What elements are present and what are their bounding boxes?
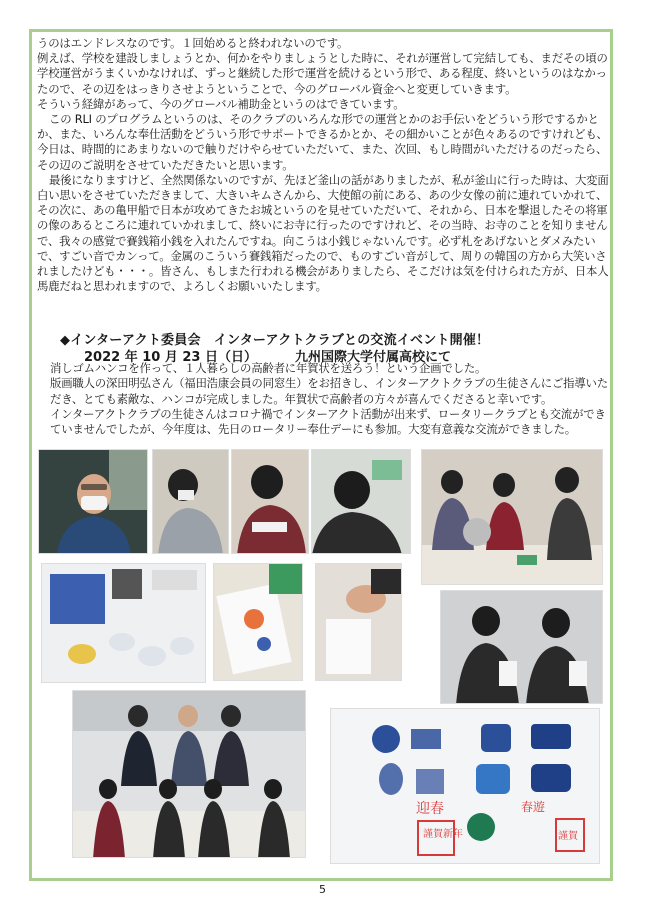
photo-students-carving-2 [231,449,309,554]
students-illustration [232,450,309,554]
stamp-text: 迎春 [416,801,444,817]
paragraph: 版画職人の深田明弘さん（福田浩康会員の同窓生）をお招きし、インターアクトクラブの生徒さんにご指導いただき、とても素敵な、ハンコが完成しました。年賀状で高齢者の方々が喜んでくださると幸いです。 [50,376,608,406]
stamp-text: 春遊 [521,800,546,814]
photo-students-carving-1 [152,449,229,554]
photo-group-picture [72,690,306,858]
paragraph: この RLI のプログラムというのは、そのクラブのいろんな形での運営とかのお手伝いをどういう形でするかとか、また、いろんな奉仕活動をどういう形でサポートできるかとか、その細かいことが色々あるのですけれども、今日は、時間的にあまりないので触りだけやらせていただいて、また、次回、もし時間がいただけるのだったら、その辺のご説明をさせていただきたいと思います。 [37,112,608,172]
students-illustration [153,450,229,554]
group-illustration [73,691,306,858]
paragraph: うのはエンドレスなのです。１回始めると終われないのです。 [37,36,349,50]
stamps-illustration [42,564,206,683]
photo-finished-stamps [330,708,600,864]
event-date: 2022 年 10 月 23 日（日） [84,350,257,365]
page-number: 5 [319,883,326,896]
stamp-text: 謹賀新年 [423,829,463,840]
stamp-text: 謹賀 [558,831,578,842]
hands-illustration [316,564,402,681]
section-body [50,361,610,437]
body-text [37,36,609,294]
paragraph: 例えば、学校を建設しましょうとか、何かをやりましょうとした時に、それが運営して完結しても、まだその頃の学校運営がうまくいかなければ、ずっと継続した形で運営を続けるという形で、ある程度、終いというのはなかったので、その辺をはっきりさせようということで、今のグローバル資金へと変更していきます。 [37,51,608,96]
group-illustration [422,450,603,585]
photo-students-holding-cards [440,590,603,704]
paragraph: 最後になりますけど、全然関係ないのですが、先ほど釜山の話がありましたが、私が釜山に行った時は、大変面白い思いをさせていただきまして、大きいキムさんから、大使館の前にある、あの少女像の前に連れていかれて、その次に、あの亀甲船で日本が攻めてきたお城というのを見せていただいて、それから、日本を撃退したその将軍の像のあるところに連れていかれまして、終いにお寺に行ったのですけれど、その当時、お寺のことを知りませんで、我々の感覚で賽銭箱小銭を入れたんですね。向こうは小銭じゃないんです。必ず札をあげないとダメみたいで、すごい音でカンって。金属のこういう賽銭箱だったので、ものすごい音がして、周りの韓国の方から大笑いされましたけども・・・。皆さん、もしまた行われる機会がありましたら、そこだけは気を付けられた方が、日本人馬鹿だねと思われますので、よろしくお願いいたします。 [37,172,609,294]
photo-hands-stamping [315,563,402,681]
photo-instructor-portrait [38,449,148,554]
section-heading: ◆インターアクト委員会 インターアクトクラブとの交流イベント開催！ [60,333,490,348]
stamps-illustration [331,709,600,864]
paragraph: 消しゴムハンコを作って、１人暮らしの高齢者に年賀状を送ろう！という企画でした。 [50,361,487,375]
event-venue: 九州国際大学付属高校にて [295,350,452,365]
students-illustration [312,450,411,554]
students-illustration [441,591,603,704]
photo-stamped-card [213,563,303,681]
paragraph: そういう経緯があって、今のグローバル補助金というのはできています。 [37,96,405,111]
card-illustration [214,564,303,681]
photo-stamp-materials [41,563,206,683]
instructor-illustration [39,450,148,554]
photo-group-working [421,449,603,585]
paragraph: インターアクトクラブの生徒さんはコロナ禍でインターアクト活動が出来ず、ロータリークラブとも交流ができていませんでしたが、今年度は、先日のロータリー奉仕デーにも参加。大変有意義な交流ができました。 [50,406,606,437]
photo-students-carving-3 [311,449,411,554]
